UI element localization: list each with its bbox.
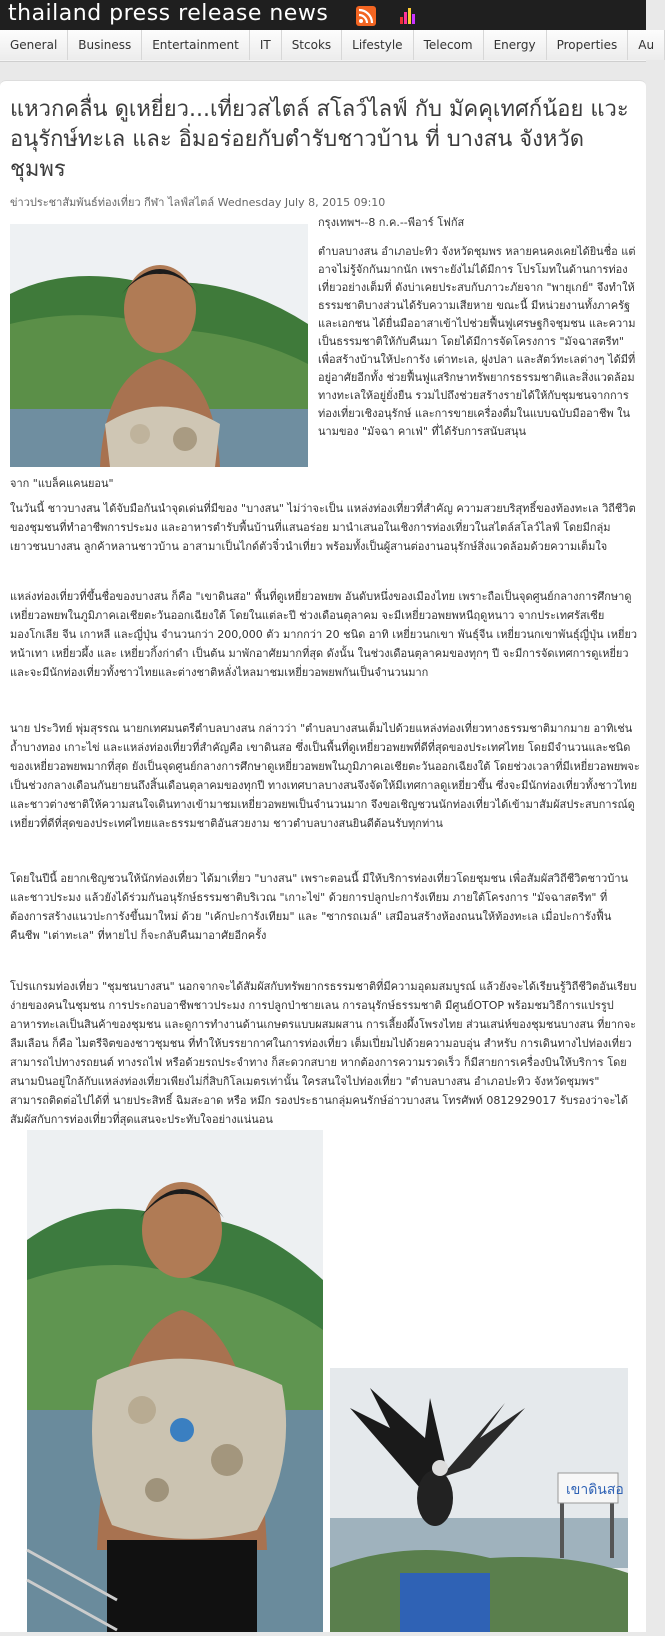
nav-item-it[interactable]: IT	[250, 30, 282, 60]
site-header	[0, 0, 646, 30]
article-title: แหวกคลื่น ดูเหยี่ยว...เที่ยวสไตล์ สโลว์ไลฟ์ กับ มัคคุเทศก์น้อย แวะ อนุรักษ์ทะเล และ อิ่มอร่อยกับตำรับชาวบ้าน ที่ บางสน จังหวัดชุมพร	[10, 97, 629, 182]
nav-item-business[interactable]: Business	[68, 30, 142, 60]
site-title[interactable]: thailand press release news	[8, 1, 329, 26]
eagle-statue-photo	[330, 1368, 628, 1632]
category-nav	[0, 30, 655, 62]
nav-item-lifestyle[interactable]: Lifestyle	[342, 30, 413, 60]
nav-item-energy[interactable]: Energy	[484, 30, 547, 60]
article-dateline: กรุงเทพฯ--8 ก.ค.--พีอาร์ โฟกัส	[318, 216, 465, 229]
sign-text: เขาดินสอ	[566, 1482, 624, 1498]
article-paragraph-5: โดยในปีนี้ อยากเชิญชวนให้นักท่องเที่ยว ได้มาเที่ยว "บางสน" เพราะตอนนี้ มีให้บริการท่องเที่ยวโดยชุมชน เพื่อสัมผัสวิถีชีวิตชาวบ้านและชาวประมง แล้วยังได้ร่วมกันอนุรักษ์ธรรมชาติบริเวณ "เกาะไข่" ด้วยการปลูกปะการังเทียม ภายใต้โครงการ "มัจฉาสตรีท" ที่ต้องการสร้างแนวปะการังขึ้นมาใหม่ ด้วย "เค้กปะการังเทียม" และ "ซากรถเมล์" เสมือนสร้างห้องถนนให้ท้องทะเล เมื่อปะการังฟื้นคืนชีพ "เต่าทะเล" ที่หายไป ก็จะกลับคืนมาอาศัยอีกครั้ง	[10, 872, 629, 942]
article-byline: ข่าวประชาสัมพันธ์ท่องเที่ยว กีฬา ไลฟ์สไตล์ Wednesday July 8, 2015 09:10	[10, 196, 386, 209]
nav-item-entertainment[interactable]: Entertainment	[142, 30, 250, 60]
nav-item-auto[interactable]: Au	[628, 30, 665, 60]
equalizer-icon	[400, 7, 416, 24]
rss-icon[interactable]	[356, 6, 376, 26]
article-paragraph-6: โปรแกรมท่องเที่ยว "ชุมชนบางสน" นอกจากจะได้สัมผัสกับทรัพยากรธรรมชาติที่มีความอุดมสมบูรณ์ แล้วยังจะได้เรียนรู้วิถีชีวิตอันเรียบง่ายของคนในชุมชน การประกอบอาชีพชาวประมง การปลูกป่าชายเลน การอนุรักษ์ธรรมชาติ มีศูนย์OTOP พร้อมชมวิธีการแปรรูปอาหารทะเลเป็นสินค้าของชุมชน และดูการทำงานด้านเกษตรแบบผสมผสาน การเลี้ยงผึ้งโพรงไทย ส่วนเสน่ห์ของชุมชนบางสน ที่ยากจะลืมเลือน ก็คือ ไมตรีจิตของชาวชุมชน ที่ทำให้บรรยากาศในการท่องเที่ยว เต็มเปี่ยมไปด้วยความอบอุ่น สำหรับ การเดินทางไปท่องเที่ยวสามารถไปทางรถยนต์ ทางรถไฟ หรือด้วยรถประจำทาง ก็สะดวกสบาย หากต้องการความรวดเร็ว ก็มีสายการเครื่องบินให้บริการ โดยสนามบินอยู่ใกล้กับแหล่งท่องเที่ยวเพียงไม่กี่สิบกิโลเมตรเท่านั้น ใครสนใจไปท่องเที่ยว "ตำบลบางสน อำเภอปะทิว จังหวัดชุมพร" สามารถติดต่อไปได้ที่ นายประสิทธิ์ ฉิมสะอาด หรือ หมึก รองประธานกลุ่มคนรักษ์อ่าวบางสน โทรศัพท์ 0812929017 รับรองว่าจะได้ สัมผัสกับการท่องเที่ยวที่สุดแสนจะประทับใจอย่างแน่นอน	[10, 980, 637, 1126]
article-paragraph-2: ในวันนี้ ชาวบางสน ได้จับมือกันนำจุดเด่นที่มีของ "บางสน" ไม่ว่าจะเป็น แหล่งท่องเที่ยวที่สำคัญ ความสวยบริสุทธิ์ของท้องทะเล วิถีชีวิตของชุมชนที่ทำอาชีพการประมง และอาหารตำรับพื้นบ้านที่แสนอร่อย มานำเสนอในเชิงการท่องเที่ยวในสไตล์สโลว์ไลฟ์ โดยมีกลุ่มเยาวชนบางสน ลูกค้าหลานชาวบ้าน อาสามาเป็นไกด์ตัวจิ๋วนำเที่ยว พร้อมทั้งเป็นผู้สานต่องานอนุรักษ์สิ่งแวดล้อมด้วยความเต็มใจ	[10, 502, 636, 553]
article-paragraph-1: ตำบลบางสน อำเภอปะทิว จังหวัดชุมพร หลายคนคงเคยได้ยินชื่อ แต่อาจไม่รู้จักกันมากนัก เพราะยังไม่ได้มีการ โปรโมทในด้านการท่องเที่ยวอย่างเต็มที่ ดังบ่าเคยประสบกับภาวะภัยจาก "พายุเกย์" จึงทำให้ธรรมชาติบางส่วนได้รับความเสียหาย ขณะนี้ มีหน่วยงานทั้งภาครัฐและเอกชน ได้ยื่นมืออาสาเข้าไปช่วยฟื้นฟูเศรษฐกิจชุมชน และความเป็นธรรมชาติให้กับคืนมา โดยได้มีการจัดโครงการ "มัจฉาสตรีท" เพื่อสร้างบ้านให้ปะการัง เต่าทะเล, ฝูงปลา และสัตว์ทะเลต่างๆ ได้มีที่อยู่อาศัยอีกทั้ง ช่วยฟื้นฟูแสริกษาทรัพยากรธรรมชาติและสิ่งแวดล้อมทางทะเลให้อยู่ยั่งยืน รวมไปถึงช่วยสร้างรายได้ให้กับชุมชนจากการท่องเที่ยวเชิงอนุรักษ์ และการขายเครื่องดื่มในแบบฉบับมืออาชีพ ในนามของ "มัจฉา คาเฟ่" ที่ได้รับการสนับสนุน	[318, 245, 636, 438]
nav-item-properties[interactable]: Properties	[547, 30, 629, 60]
article-paragraph-4: นาย ประวิทย์ พุ่มสุรรณ นายกเทศมนตรีตำบลบางสน กล่าวว่า "ตำบลบางสนเต็มไปด้วยแหล่งท่องเที่ยวทางธรรมชาติมากมาย อาทิเช่น ถ้ำบางทอง เกาะไข่ และแหล่งท่องเที่ยวที่สำคัญคือ เขาดินสอ ซึ่งเป็นพื้นที่ดูเหยี่ยวอพยพที่ดีที่สุดของประเทศไทย โดยมีจำนวนและชนิดของเหยี่ยวอพยพมากที่สุด ยังเป็นจุดศูนย์กลางการศึกษาดูเหยี่ยวอพยพในภูมิภาคเอเชียตะวันออกเฉียงใต้ โดยช่วงเวลาที่มีเหยี่ยวอพยพจะเป็นช่วงกลางเดือนกันยายนถึงสิ้นเดือนตุลาคมของทุกปี ทางเทศบาลบางสนจึงจัดให้มีเทศกาลดูเหยี่ยวขึ้น ซึ่งจะมีนักท่องเที่ยวทั้งชาวไทยและชาวต่างชาติให้ความสนใจเดินทางเข้ามาชมเหยี่ยวอพยพเป็นจำนวนมาก จึงขอเชิญชวนนักท่องเที่ยวได้เข้ามาสัมผัสประสบการณ์ดูเหยี่ยวที่ดีที่สุดของประเทศไทยและธรรมชาติอันสวยงาม ชาวตำบลบางสนยินดีต้อนรับทุกท่าน	[10, 722, 640, 830]
boy-holding-coral-photo	[27, 1130, 323, 1632]
article-container	[0, 80, 646, 1632]
article-paragraph-1-tail: จาก "แบล็คแคนยอน"	[10, 477, 114, 490]
nav-item-stocks[interactable]: Stcoks	[282, 30, 342, 60]
article-paragraph-3: แหล่งท่องเที่ยวที่ขึ้นชื่อของบางสน ก็คือ "เขาดินสอ" พื้นที่ดูเหยี่ยวอพยพ อันดับหนึ่งของเมืองไทย เพราะถือเป็นจุดศูนย์กลางการศึกษาดูเหยี่ยวอพยพในภูมิภาคเอเชียตะวันออกเฉียงใต้ โดยในแต่ละปี ช่วงเดือนตุลาคม จะมีเหยี่ยวอพยพหนีฤดูหนาว จากประเทศรัสเซีย มองโกเลีย จีน เกาหลี และญี่ปุ่น จำนวนกว่า 200,000 ตัว มากกว่า 20 ชนิด อาทิ เหยี่ยวนกเขา พันธุ์จีน เหยี่ยวนกเขาพันธุ์ญี่ปุ่น เหยี่ยวหน้าเทา เหยี่ยวผึ้ง และ เหยี่ยวกิ้งก่าดำ เป็นต้น มาพักอาศัยมากที่สุด ดังนั้น ในช่วงเดือนตุลาคมของทุกๆ ปี จะมีการจัดเทศการดูเหยี่ยว และจะมีนักท่องเที่ยวทั้งชาวไทยและต่างชาติหลั่งไหลมาชมเหยี่ยวอพยพกันเป็นจำนวนมาก	[10, 590, 638, 679]
boy-with-coral-photo	[10, 224, 308, 467]
nav-item-telecom[interactable]: Telecom	[414, 30, 484, 60]
nav-item-general[interactable]: General	[0, 30, 68, 60]
